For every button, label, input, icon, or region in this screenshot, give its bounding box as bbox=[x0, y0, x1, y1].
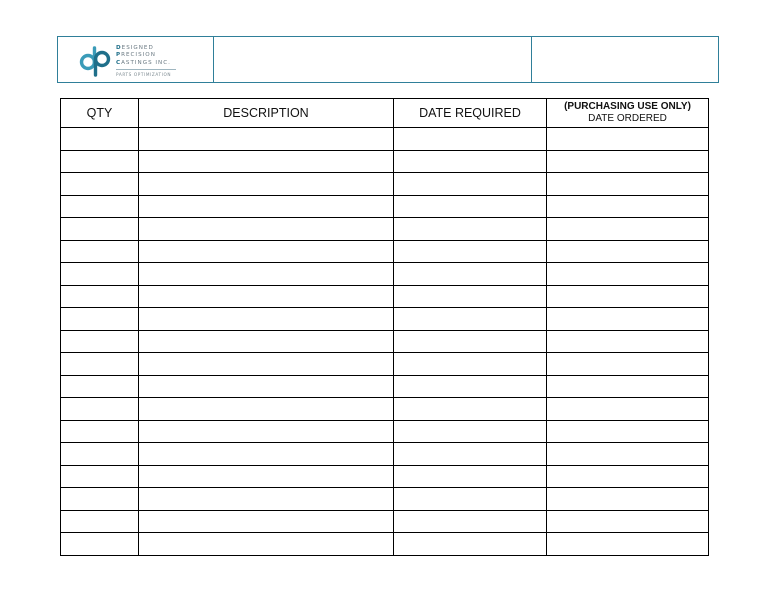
date-required-cell[interactable] bbox=[394, 263, 547, 286]
column-header-qty: QTY bbox=[61, 99, 139, 128]
date-required-cell[interactable] bbox=[394, 218, 547, 241]
qty-cell[interactable] bbox=[61, 420, 139, 443]
date-required-cell[interactable] bbox=[394, 420, 547, 443]
date-required-cell[interactable] bbox=[394, 285, 547, 308]
table-row bbox=[61, 285, 709, 308]
description-cell[interactable] bbox=[139, 285, 394, 308]
date-required-cell[interactable] bbox=[394, 533, 547, 556]
table-row bbox=[61, 128, 709, 151]
table-row bbox=[61, 420, 709, 443]
qty-cell[interactable] bbox=[61, 240, 139, 263]
company-logo bbox=[58, 37, 214, 82]
date-ordered-cell[interactable] bbox=[547, 420, 709, 443]
description-cell[interactable] bbox=[139, 398, 394, 421]
description-cell[interactable] bbox=[139, 353, 394, 376]
company-logo-wordmark bbox=[116, 45, 176, 77]
description-cell[interactable] bbox=[139, 375, 394, 398]
table-row bbox=[61, 195, 709, 218]
qty-cell[interactable] bbox=[61, 533, 139, 556]
description-cell[interactable] bbox=[139, 128, 394, 151]
column-header-description: DESCRIPTION bbox=[139, 99, 394, 128]
date-ordered-cell[interactable] bbox=[547, 308, 709, 331]
logo-line-precision: PRECISION bbox=[116, 52, 156, 59]
logo-line-castings: CASTINGS INC. bbox=[116, 59, 171, 66]
description-cell[interactable] bbox=[139, 420, 394, 443]
date-required-cell[interactable] bbox=[394, 128, 547, 151]
table-row bbox=[61, 443, 709, 466]
column-header-date-required: DATE REQUIRED bbox=[394, 99, 547, 128]
table-row bbox=[61, 263, 709, 286]
date-ordered-cell[interactable] bbox=[547, 375, 709, 398]
qty-cell[interactable] bbox=[61, 173, 139, 196]
date-ordered-cell[interactable] bbox=[547, 263, 709, 286]
date-ordered-cell[interactable] bbox=[547, 195, 709, 218]
qty-cell[interactable] bbox=[61, 353, 139, 376]
description-cell[interactable] bbox=[139, 488, 394, 511]
date-required-cell[interactable] bbox=[394, 353, 547, 376]
date-ordered-cell[interactable] bbox=[547, 533, 709, 556]
description-cell[interactable] bbox=[139, 173, 394, 196]
description-cell[interactable] bbox=[139, 240, 394, 263]
description-cell[interactable] bbox=[139, 465, 394, 488]
table-row bbox=[61, 353, 709, 376]
date-ordered-cell[interactable] bbox=[547, 128, 709, 151]
table-row bbox=[61, 240, 709, 263]
date-required-cell[interactable] bbox=[394, 398, 547, 421]
date-required-cell[interactable] bbox=[394, 443, 547, 466]
date-required-cell[interactable] bbox=[394, 195, 547, 218]
date-ordered-cell[interactable] bbox=[547, 443, 709, 466]
logo-line-designed: DESIGNED bbox=[116, 45, 154, 51]
date-ordered-cell[interactable] bbox=[547, 488, 709, 511]
table-row bbox=[61, 173, 709, 196]
qty-cell[interactable] bbox=[61, 465, 139, 488]
date-ordered-cell[interactable] bbox=[547, 330, 709, 353]
qty-cell[interactable] bbox=[61, 285, 139, 308]
table-row bbox=[61, 488, 709, 511]
table-row bbox=[61, 465, 709, 488]
qty-cell[interactable] bbox=[61, 488, 139, 511]
qty-cell[interactable] bbox=[61, 443, 139, 466]
table-row bbox=[61, 308, 709, 331]
date-ordered-cell[interactable] bbox=[547, 218, 709, 241]
purchasing-use-only-note: (PURCHASING USE ONLY) bbox=[564, 101, 691, 112]
order-table-body bbox=[61, 128, 709, 556]
date-required-cell[interactable] bbox=[394, 173, 547, 196]
table-row bbox=[61, 510, 709, 533]
qty-cell[interactable] bbox=[61, 195, 139, 218]
qty-cell[interactable] bbox=[61, 128, 139, 151]
description-cell[interactable] bbox=[139, 330, 394, 353]
company-logo-icon bbox=[78, 45, 114, 77]
description-cell[interactable] bbox=[139, 150, 394, 173]
table-row bbox=[61, 330, 709, 353]
qty-cell[interactable] bbox=[61, 375, 139, 398]
form-header bbox=[57, 36, 719, 83]
qty-cell[interactable] bbox=[61, 150, 139, 173]
date-required-cell[interactable] bbox=[394, 330, 547, 353]
order-table bbox=[60, 98, 709, 556]
date-ordered-cell[interactable] bbox=[547, 240, 709, 263]
description-cell[interactable] bbox=[139, 443, 394, 466]
table-row bbox=[61, 533, 709, 556]
date-ordered-cell[interactable] bbox=[547, 150, 709, 173]
description-cell[interactable] bbox=[139, 533, 394, 556]
date-required-cell[interactable] bbox=[394, 510, 547, 533]
date-required-cell[interactable] bbox=[394, 488, 547, 511]
date-ordered-cell[interactable] bbox=[547, 398, 709, 421]
table-row bbox=[61, 375, 709, 398]
qty-cell[interactable] bbox=[61, 330, 139, 353]
description-cell[interactable] bbox=[139, 218, 394, 241]
logo-tagline: PARTS OPTIMIZATION bbox=[116, 69, 176, 77]
date-required-cell[interactable] bbox=[394, 465, 547, 488]
date-ordered-cell[interactable] bbox=[547, 285, 709, 308]
table-row bbox=[61, 218, 709, 241]
description-cell[interactable] bbox=[139, 263, 394, 286]
column-header-date-ordered bbox=[547, 99, 709, 128]
header-field-middle[interactable] bbox=[214, 37, 532, 82]
description-cell[interactable] bbox=[139, 308, 394, 331]
qty-cell[interactable] bbox=[61, 263, 139, 286]
qty-cell[interactable] bbox=[61, 398, 139, 421]
date-ordered-label: DATE ORDERED bbox=[588, 113, 667, 124]
date-required-cell[interactable] bbox=[394, 308, 547, 331]
date-required-cell[interactable] bbox=[394, 375, 547, 398]
table-row bbox=[61, 398, 709, 421]
date-required-cell[interactable] bbox=[394, 150, 547, 173]
header-field-right[interactable] bbox=[532, 37, 718, 82]
date-ordered-cell[interactable] bbox=[547, 510, 709, 533]
table-header-row bbox=[61, 99, 709, 128]
description-cell[interactable] bbox=[139, 195, 394, 218]
date-required-cell[interactable] bbox=[394, 240, 547, 263]
date-ordered-cell[interactable] bbox=[547, 173, 709, 196]
qty-cell[interactable] bbox=[61, 510, 139, 533]
date-ordered-cell[interactable] bbox=[547, 465, 709, 488]
date-ordered-cell[interactable] bbox=[547, 353, 709, 376]
table-row bbox=[61, 150, 709, 173]
description-cell[interactable] bbox=[139, 510, 394, 533]
qty-cell[interactable] bbox=[61, 308, 139, 331]
qty-cell[interactable] bbox=[61, 218, 139, 241]
